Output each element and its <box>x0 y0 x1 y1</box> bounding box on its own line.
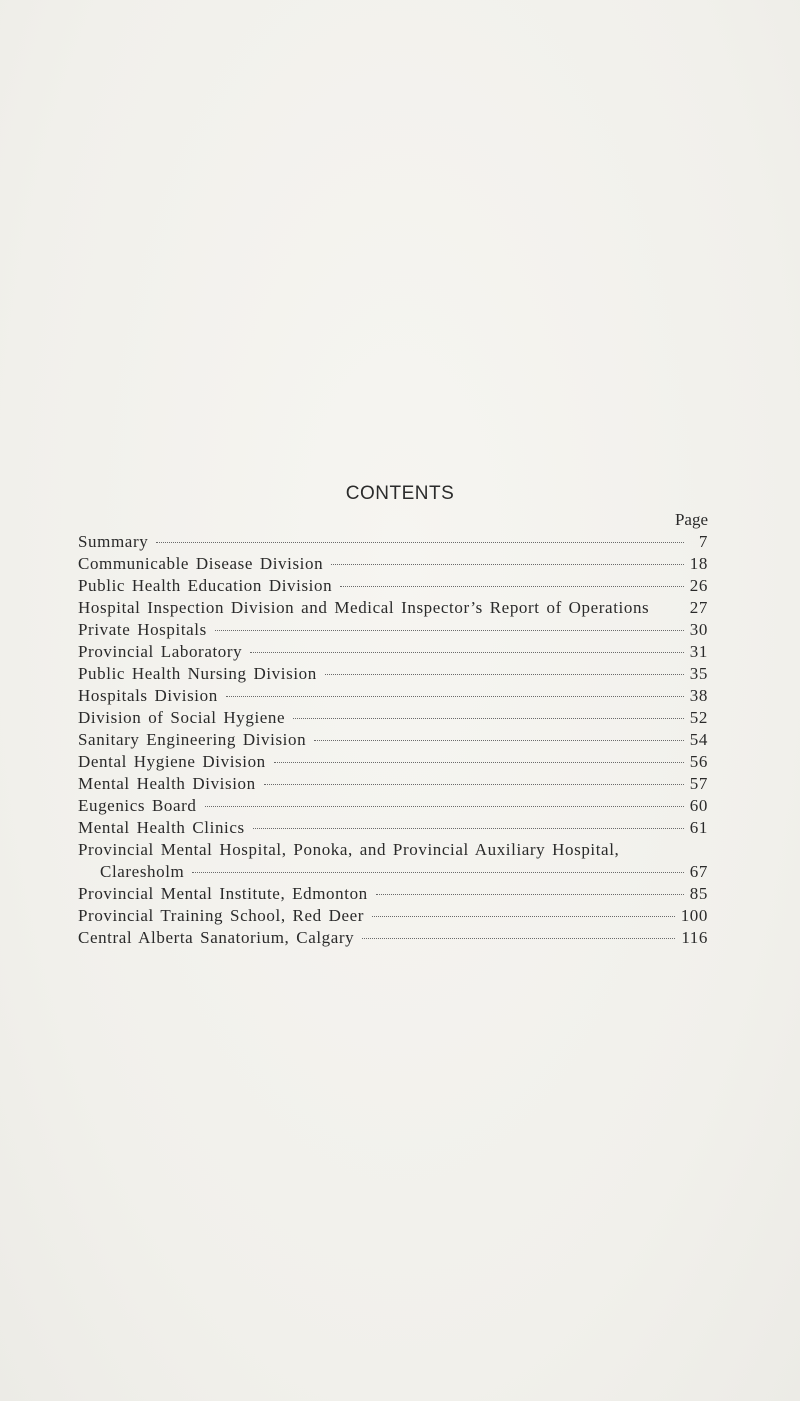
toc-entry-title: Provincial Mental Hospital, Ponoka, and Provincial Auxiliary Hospital, <box>78 840 620 859</box>
toc-entry-title: Public Health Education Division <box>78 576 333 595</box>
toc-entry-title: Central Alberta Sanatorium, Calgary <box>78 928 355 947</box>
toc-entry <box>78 905 708 927</box>
page-column-label: Page <box>674 510 708 529</box>
dot-leader <box>192 872 683 873</box>
toc-entry-title: Hospital Inspection Division and Medical Inspector’s Report of Operations <box>78 598 650 617</box>
toc-entry-page: 26 <box>689 576 708 595</box>
toc-entry-page: 56 <box>689 752 708 771</box>
toc-entry-page: 85 <box>689 884 708 903</box>
toc-entry-page: 54 <box>689 730 708 749</box>
dot-leader <box>205 806 684 807</box>
toc-entry <box>78 531 708 553</box>
dot-leader <box>274 762 684 763</box>
toc-entry <box>78 553 708 575</box>
toc-entry <box>78 707 708 729</box>
toc-entry <box>78 883 708 905</box>
dot-leader <box>226 696 684 697</box>
dot-leader <box>331 564 684 565</box>
toc-entry <box>78 597 708 619</box>
dot-leader <box>372 916 675 917</box>
toc-entry <box>78 619 708 641</box>
toc-entry-page: 52 <box>689 708 708 727</box>
toc-entry-page: 57 <box>689 774 708 793</box>
toc-entry-title: Public Health Nursing Division <box>78 664 317 683</box>
toc-entry-page: 100 <box>680 906 708 925</box>
toc-entry <box>78 575 708 597</box>
toc-entry-title: Mental Health Division <box>78 774 256 793</box>
dot-leader <box>250 652 684 653</box>
toc-entry-title: Provincial Training School, Red Deer <box>78 906 364 925</box>
toc-entry <box>78 861 708 883</box>
toc-entry <box>78 773 708 795</box>
toc-entry-page: 35 <box>689 664 708 683</box>
toc-entry-title: Summary <box>78 532 149 551</box>
contents-heading: CONTENTS <box>345 483 455 504</box>
dot-leader <box>156 542 684 543</box>
toc-entry <box>78 641 708 663</box>
toc-entry <box>78 795 708 817</box>
toc-entry-page: 7 <box>698 532 708 551</box>
dot-leader <box>264 784 684 785</box>
toc-entry-title: Hospitals Division <box>78 686 218 705</box>
dot-leader <box>325 674 684 675</box>
toc-entry <box>78 927 708 949</box>
toc-entry-title: Provincial Mental Institute, Edmonton <box>78 884 368 903</box>
toc-entry-title: Provincial Laboratory <box>78 642 243 661</box>
toc-entry <box>78 817 708 839</box>
dot-leader <box>215 630 684 631</box>
toc-entry-page: 116 <box>681 928 708 947</box>
dot-leader <box>253 828 684 829</box>
toc-entry-title: Mental Health Clinics <box>78 818 245 837</box>
dot-leader <box>376 894 684 895</box>
dot-leader <box>293 718 684 719</box>
toc-entry <box>78 663 708 685</box>
toc-entry <box>78 729 708 751</box>
toc-entry-page: 31 <box>689 642 708 661</box>
toc-entry <box>78 685 708 707</box>
toc-entry-title: Division of Social Hygiene <box>78 708 286 727</box>
toc-entry-title: Private Hospitals <box>78 620 207 639</box>
toc-entry-page: 30 <box>689 620 708 639</box>
toc-entry-title: Dental Hygiene Division <box>78 752 266 771</box>
toc-entry-page: 61 <box>689 818 708 837</box>
toc-entry <box>78 839 708 861</box>
toc-entry-page: 27 <box>689 598 708 617</box>
toc-entry-page: 38 <box>689 686 708 705</box>
toc-entry-title: Sanitary Engineering Division <box>78 730 307 749</box>
dot-leader <box>362 938 675 939</box>
toc-entry-title: Communicable Disease Division <box>78 554 324 573</box>
table-of-contents <box>78 509 708 949</box>
dot-leader <box>314 740 684 741</box>
toc-entry <box>78 751 708 773</box>
dot-leader <box>340 586 684 587</box>
toc-entry-page: 67 <box>689 862 708 881</box>
toc-entry-title: Eugenics Board <box>78 796 197 815</box>
toc-entry-title: Claresholm <box>100 862 185 881</box>
toc-entry-page: 60 <box>689 796 708 815</box>
toc-entry-page: 18 <box>689 554 708 573</box>
